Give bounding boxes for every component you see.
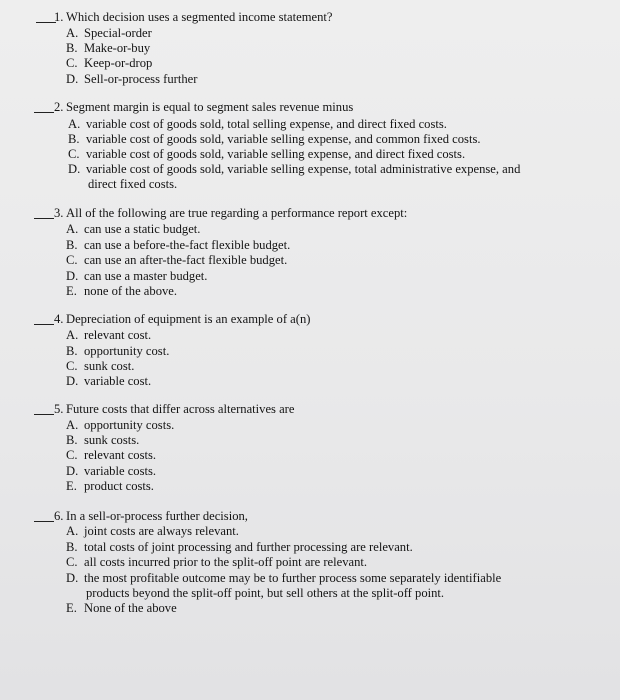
option-continuation: direct fixed costs. xyxy=(88,177,178,191)
option-text: can use an after-the-fact flexible budget. xyxy=(84,253,288,267)
option-text: none of the above. xyxy=(84,284,178,298)
option-text: relevant costs. xyxy=(84,448,157,462)
option-letter: D. xyxy=(66,374,79,388)
question-text: All of the following are true regarding a performance report except: xyxy=(66,206,408,220)
option-text: opportunity cost. xyxy=(84,344,170,358)
option-text: Special-order xyxy=(84,26,152,40)
option-text: total costs of joint processing and further processing are relevant. xyxy=(84,540,413,554)
option-letter: A. xyxy=(66,418,79,432)
question-number: 5. xyxy=(54,402,64,416)
option-letter: D. xyxy=(66,269,79,283)
option-text: Keep-or-drop xyxy=(84,56,153,70)
option-text: variable cost of goods sold, variable selling expense, total administrative expense, and xyxy=(86,162,521,176)
option-text: can use a static budget. xyxy=(84,222,201,236)
option-letter: D. xyxy=(66,72,79,86)
option-letter: D. xyxy=(68,162,81,176)
option-letter: A. xyxy=(66,222,79,236)
option-letter: B. xyxy=(66,540,78,554)
option-letter: C. xyxy=(66,359,78,373)
option-text: variable cost. xyxy=(84,374,152,388)
answer-blank[interactable] xyxy=(36,22,56,23)
option-text: None of the above xyxy=(84,601,177,615)
option-text: sunk costs. xyxy=(84,433,140,447)
option-text: joint costs are always relevant. xyxy=(84,524,239,538)
question-number: 2. xyxy=(54,100,64,114)
option-text: Sell-or-process further xyxy=(84,72,198,86)
question-number: 4. xyxy=(54,312,64,326)
option-letter: B. xyxy=(68,132,80,146)
option-text: the most profitable outcome may be to further process some separately identifiable xyxy=(84,571,502,585)
answer-blank[interactable] xyxy=(34,112,54,113)
option-letter: E. xyxy=(66,601,77,615)
option-letter: D. xyxy=(66,571,79,585)
option-text: variable costs. xyxy=(84,464,157,478)
question-text: Future costs that differ across alternatives are xyxy=(66,402,295,416)
option-text: all costs incurred prior to the split-off point are relevant. xyxy=(84,555,368,569)
answer-blank[interactable] xyxy=(34,324,54,325)
option-letter: E. xyxy=(66,479,77,493)
option-letter: C. xyxy=(66,253,78,267)
question-text: In a sell-or-process further decision, xyxy=(66,509,248,523)
option-continuation: products beyond the split-off point, but sell others at the split-off point. xyxy=(86,586,445,600)
option-letter: A. xyxy=(66,524,79,538)
option-letter: C. xyxy=(66,56,78,70)
option-letter: D. xyxy=(66,464,79,478)
question-text: Which decision uses a segmented income statement? xyxy=(66,10,333,24)
option-text: can use a master budget. xyxy=(84,269,208,283)
option-letter: C. xyxy=(66,555,78,569)
option-letter: A. xyxy=(68,117,81,131)
option-letter: E. xyxy=(66,284,77,298)
answer-blank[interactable] xyxy=(34,218,54,219)
option-text: sunk cost. xyxy=(84,359,135,373)
option-letter: B. xyxy=(66,344,78,358)
option-letter: B. xyxy=(66,41,78,55)
question-text: Segment margin is equal to segment sales revenue minus xyxy=(66,100,354,114)
option-text: relevant cost. xyxy=(84,328,152,342)
question-text: Depreciation of equipment is an example of a(n) xyxy=(66,312,311,326)
answer-blank[interactable] xyxy=(34,521,54,522)
option-letter: B. xyxy=(66,238,78,252)
option-letter: A. xyxy=(66,328,79,342)
option-text: variable cost of goods sold, variable selling expense, and direct fixed costs. xyxy=(86,147,466,161)
question-number: 6. xyxy=(54,509,64,523)
option-text: can use a before-the-fact flexible budget. xyxy=(84,238,291,252)
option-letter: C. xyxy=(66,448,78,462)
option-text: variable cost of goods sold, variable selling expense, and common fixed costs. xyxy=(86,132,481,146)
option-text: product costs. xyxy=(84,479,154,493)
option-text: Make-or-buy xyxy=(84,41,151,55)
option-letter: A. xyxy=(66,26,79,40)
option-text: variable cost of goods sold, total selling expense, and direct fixed costs. xyxy=(86,117,447,131)
option-letter: B. xyxy=(66,433,78,447)
option-text: opportunity costs. xyxy=(84,418,175,432)
question-number: 1. xyxy=(54,10,64,24)
option-letter: C. xyxy=(68,147,80,161)
question-number: 3. xyxy=(54,206,64,220)
answer-blank[interactable] xyxy=(34,414,54,415)
